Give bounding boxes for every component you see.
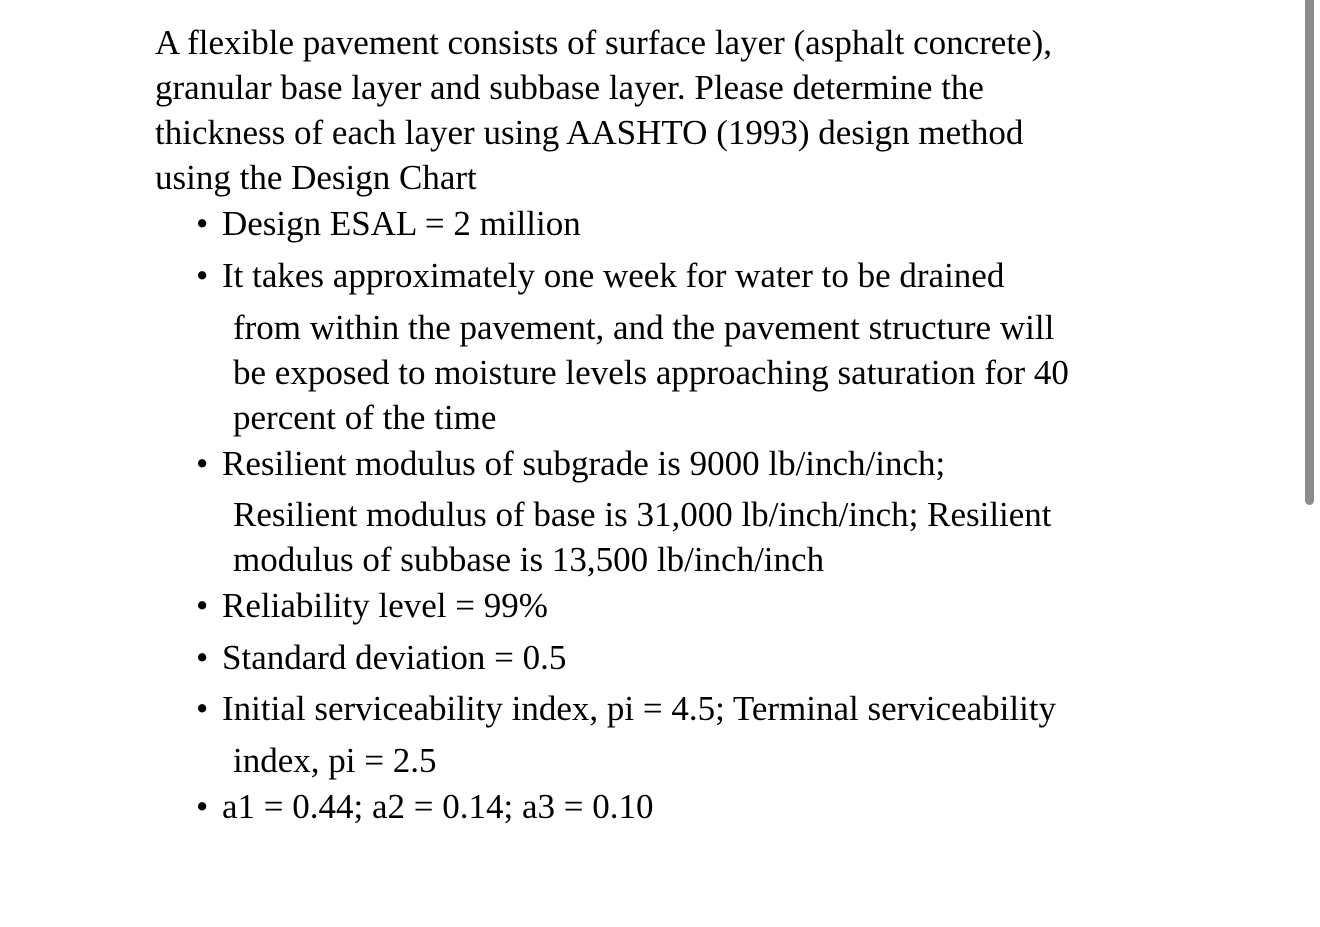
bullet-serviceability-continuation (233, 738, 1293, 783)
bullet-marker: • (196, 256, 209, 295)
bullet-resilient-modulus-continuation (233, 492, 1293, 582)
continuation-line: from within the pavement, and the pavement structure will (233, 308, 1055, 347)
statement-line: using the Design Chart (155, 158, 477, 197)
bullet-text: Reliability level = 99% (222, 586, 548, 625)
continuation-line: index, pi = 2.5 (233, 741, 437, 780)
bullet-marker: • (196, 787, 209, 826)
bullet-drainage-continuation (233, 305, 1293, 440)
continuation-line: modulus of subbase is 13,500 lb/inch/inch (233, 540, 825, 579)
bullet-text: It takes approximately one week for water to be drained (222, 256, 1005, 295)
bullet-marker: • (196, 689, 209, 728)
scrollbar-thumb[interactable] (1305, 0, 1314, 505)
continuation-line: percent of the time (233, 398, 497, 437)
statement-line: granular base layer and subbase layer. Please determine the (155, 68, 984, 107)
statement-line: thickness of each layer using AASHTO (1993) design method (155, 113, 1024, 152)
bullet-marker: • (196, 586, 209, 625)
continuation-line: be exposed to moisture levels approaching saturation for 40 (233, 353, 1069, 392)
vertical-scrollbar[interactable] (1300, 0, 1320, 927)
continuation-line: Resilient modulus of base is 31,000 lb/inch/inch; Resilient (233, 495, 1052, 534)
bullet-marker: • (196, 638, 209, 677)
bullet-text: a1 = 0.44; a2 = 0.14; a3 = 0.10 (222, 787, 654, 826)
statement-line: A flexible pavement consists of surface layer (asphalt concrete), (155, 23, 1052, 62)
bullet-text: Resilient modulus of subgrade is 9000 lb/inch/inch; (222, 444, 946, 483)
bullet-text: Design ESAL = 2 million (222, 204, 581, 243)
bullet-text: Standard deviation = 0.5 (222, 638, 567, 677)
bullet-marker: • (196, 204, 209, 243)
bullet-marker: • (196, 444, 209, 483)
bullet-text: Initial serviceability index, pi = 4.5; Terminal serviceability (222, 689, 1057, 728)
problem-statement (155, 20, 1275, 200)
